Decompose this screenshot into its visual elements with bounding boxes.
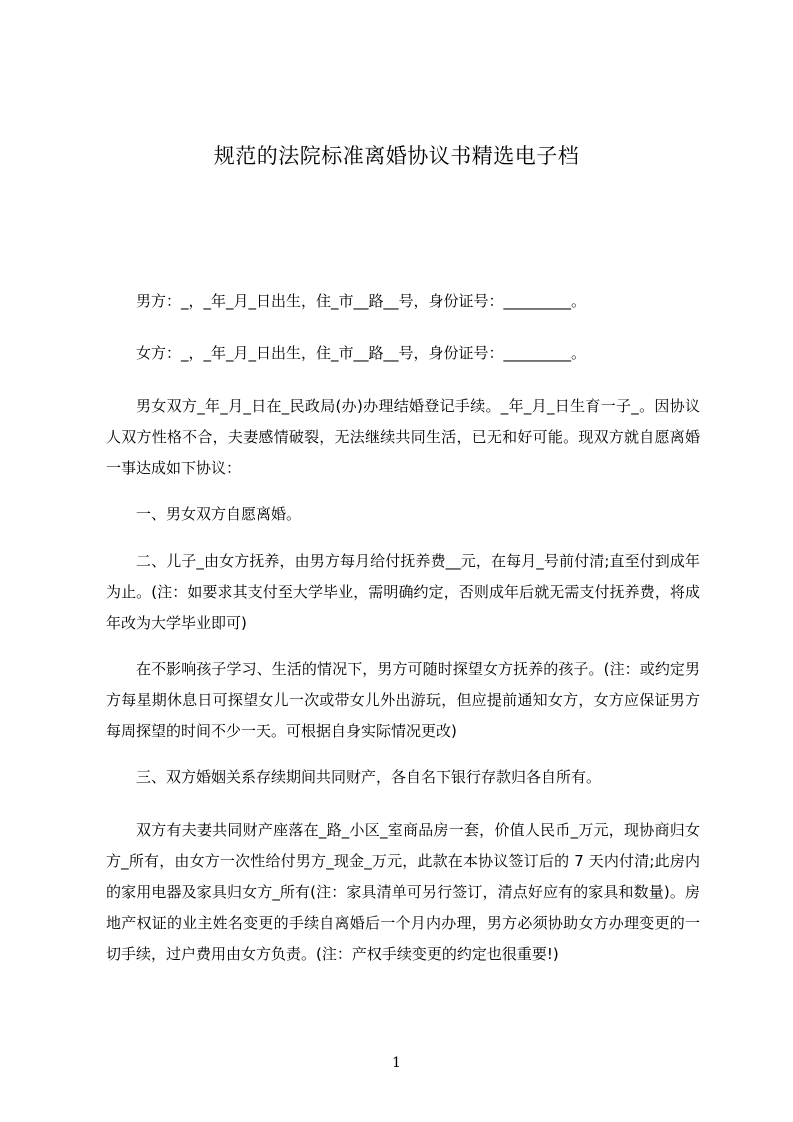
paragraph-marriage-background: 男女双方_年_月_日在_民政局(办)办理结婚登记手续。_年_月_日生育一子_。因协议人双方性格不合，夫妻感情破裂，无法继续共同生活，已无和好可能。现双方就自愿离婚一事达成如下协议： xyxy=(106,397,700,477)
document-title: 规范的法院标准离婚协议书精选电子档 xyxy=(213,144,580,168)
page-number: 1 xyxy=(392,1055,401,1071)
paragraph-clause-1: 一、男女双方自愿离婚。 xyxy=(136,505,302,523)
paragraph-visitation: 在不影响孩子学习、生活的情况下，男方可随时探望女方抚养的孩子。(注：或约定男方每星期休息日可探望女儿一次或带女儿外出游玩，但应提前通知女方，女方应保证男方每周探望的时间不少一天。可根据自身实际情况更改) xyxy=(106,660,700,740)
paragraph-clause-3-property: 三、双方婚姻关系存续期间共同财产，各自名下银行存款归各自所有。 xyxy=(136,768,602,786)
paragraph-wife-info: 女方：_，_年_月_日出生，住_市__路__号，身份证号：_________。 xyxy=(136,344,587,362)
paragraph-husband-info: 男方：_，_年_月_日出生，住_市__路__号，身份证号：_________。 xyxy=(136,292,587,310)
paragraph-clause-2-custody: 二、儿子_由女方抚养，由男方每月给付抚养费__元，在每月_号前付清;直至付到成年为止。(注：如要求其支付至大学毕业，需明确约定，否则成年后就无需支付抚养费，将成年改为大学毕业即可) xyxy=(106,552,700,632)
paragraph-house-property: 双方有夫妻共同财产座落在_路_小区_室商品房一套，价值人民币_万元，现协商归女方_所有，由女方一次性给付男方_现金_万元，此款在本协议签订后的 7 天内付清;此房内的家用电器及家具归女方_所有(注：家具清单可另行签订，清点好应有的家具和数量)。房地产权证的业主姓名变更的手续自离婚后一个月内办理，男方必须协助女方办理变更的一切手续，过户费用由女方负责。(注：产权手续变更的约定也很重要!) xyxy=(106,821,700,963)
